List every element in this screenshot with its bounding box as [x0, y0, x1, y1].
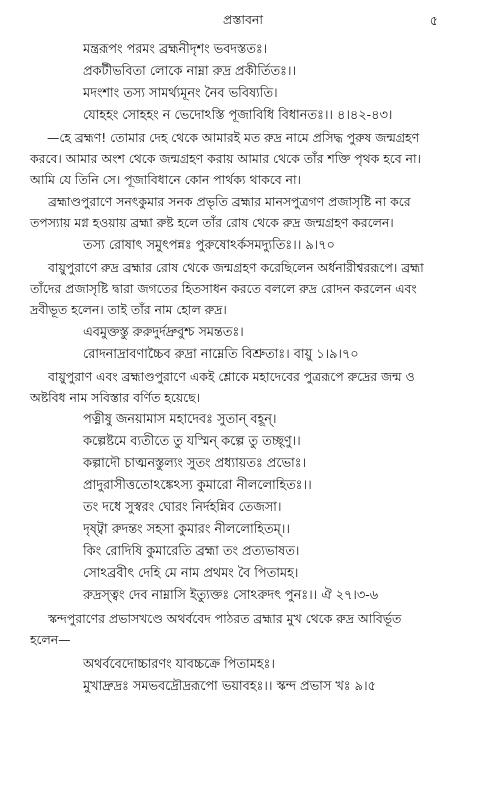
verse-line: অথর্ববেদোচ্চারণং যাবচ্চক্রে পিতামহঃ। [83, 657, 275, 672]
verse-line: মন্ত্ররূপং পরমং ব্রহ্মনীদৃশং ভবদস্ততঃ। [83, 42, 268, 57]
verse-line: পত্নীষু জনয়ামাস মহাদেবঃ সুতান্ বহূন্। [83, 412, 277, 427]
verse-line: প্রাদুরাসীত্ততোঽঙ্কেঽস্য কুমারো নীললোহিতঃ।। [83, 478, 312, 493]
verse-line: মদংশাং তস্য সামর্থ্যমূনং নৈব ভবিষ্যতি। [83, 86, 278, 101]
verse-line: প্রকটীভবিতা লোকে নাম্না রুদ্র প্রকীর্তিতঃ।। [83, 64, 297, 79]
verse-line: তং দধে সুস্বরং ঘোরং নির্দহন্নিব তেজসা। [83, 500, 282, 515]
prose-line: —হে ব্রহ্মণ! তোমার দেহ থেকে আমারই মত রুদ্র নামে প্রসিদ্ধ পুরুষ জন্মগ্রহণ [47, 130, 420, 145]
prose-line: বায়ুপুরাণে রুদ্র ব্রহ্মার রোষ থেকে জন্মগ্রহণ করেছিলেন অর্ধনারীশ্বররূপে। ব্রহ্মা [48, 260, 424, 275]
verse-line: রোদনাদ্রাবণাচ্চৈব রুদ্রা নাম্নেতি বিশ্রুতাঃ। বায়ু ১।৯।৭০ [83, 347, 359, 362]
verse-line: দৃষ্ট্বা রুদন্তং সহসা কুমারং নীললোহিতম্।। [83, 522, 290, 537]
verse-line: এবমুক্তস্তু রুরুদুর্দদ্রুবুশ্চ সমন্ততঃ। [83, 325, 244, 340]
prose-line: বায়ুপুরাণ এবং ব্রহ্মাণ্ডপুরাণে একই শ্লোকে মহাদেবের পুত্ররূপে রুদ্রের জন্ম ও [48, 369, 415, 384]
page-number: ৫ [429, 14, 438, 29]
prose-line: স্কন্দপুরাণের প্রভাসখণ্ডে অথর্ববেদ পাঠরত ব্রহ্মার মুখ থেকে রুদ্র আবির্ভূত [48, 611, 402, 626]
verse-line: মুখাদ্রুদ্রঃ সমভবদ্রৌদ্ররূপো ভয়াবহঃ।। স্কন্দ প্রভাস খঃ ৯।৫ [83, 679, 376, 694]
prose-line: করবে। আমার অংশ থেকে জন্মগ্রহণ করায় আমার থেকে তাঁর শক্তি পৃথক হবে না। [30, 151, 421, 166]
verse-line: কল্পাদৌ চাত্মনস্তুল্যং সুতং প্রধ্যায়তঃ প্রভোঃ। [83, 456, 307, 471]
prose-line: দ্রবীভূত হলেন। তাই তাঁর নাম হোল রুদ্র। [30, 302, 227, 317]
prose-line: তাঁদের প্রজাসৃষ্টি দ্বারা জগতের হিতসাধন করতে বললে রুদ্র রোদন করলেন এবং [30, 281, 417, 296]
verse-line: যোহহং সোহহং ন ভেদোঽস্তি পূজাবিধি বিধানতঃ।। ৪।৪২-৪৩। [83, 108, 393, 123]
prose-line: হলেন— [30, 632, 71, 647]
prose-line: আমি যে তিনি সে। পূজাবিধানে কোন পার্থক্য থাকবে না। [30, 172, 301, 187]
prose-line: অষ্টবিধ নাম সবিস্তার বর্ণিত হয়েছে। [30, 390, 201, 405]
verse-line: কল্পেষ্টমে ব্যতীতে তু যস্মিন্ কল্পে তু তচ্ছৃণু।। [83, 434, 301, 449]
running-title: প্রস্তাবনা [223, 12, 263, 27]
prose-line: ব্রহ্মাণ্ডপুরাণে সনৎকুমার সনক প্রভৃতি ব্রহ্মার মানসপুত্রগণ প্রজাসৃষ্টি না করে [48, 194, 411, 209]
page-header [0, 12, 486, 34]
verse-line: রুদ্রস্ত্বং দেব নাম্নাসি ইত্যুক্তঃ সোঽরুদৎ পুনঃ।। ঐ ২৭।৩-৬ [83, 588, 379, 603]
verse-line: কিং রোদিষি কুমারেতি ব্রহ্মা তং প্রত্যভাষত। [83, 544, 300, 559]
verse-line: তস্য রোষাৎ সমুৎপন্নঃ পুরুষোঽর্কসমদ্যুতিঃ।। ৯।৭০ [83, 238, 335, 253]
prose-line: তপস্যায় মগ্ন হওয়ায় ব্রহ্মা রুষ্ট হলে তাঁর রোষ থেকে রুদ্র জন্মগ্রহণ করলেন। [30, 215, 394, 230]
verse-line: সোঽব্রবীৎ দেহি মে নাম প্রথমং বৈ পিতামহ। [83, 566, 299, 581]
